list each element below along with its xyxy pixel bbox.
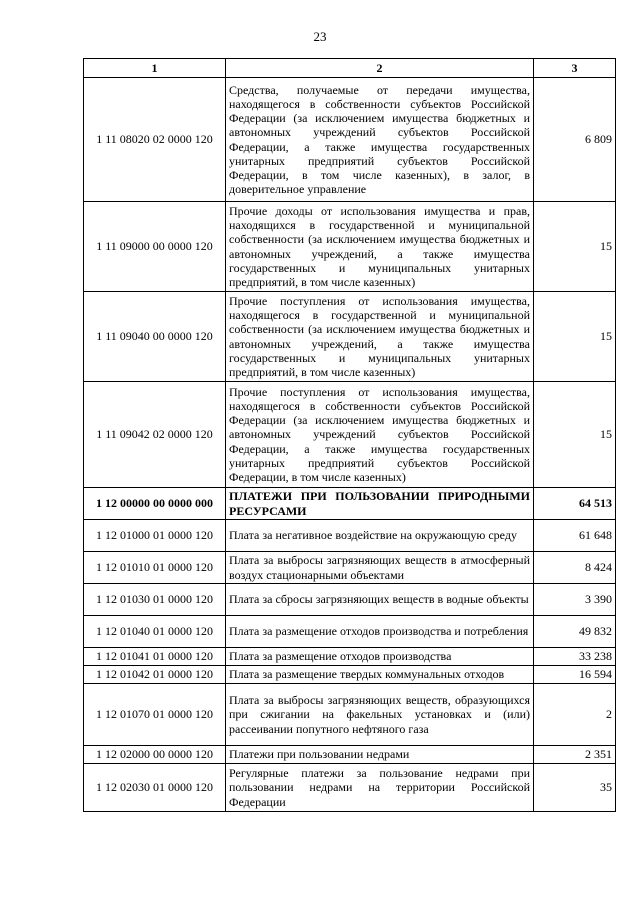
row-code: 1 11 08020 02 0000 120 — [84, 78, 226, 202]
row-amount: 2 351 — [534, 746, 616, 764]
table-row — [84, 202, 616, 292]
table-row — [84, 648, 616, 666]
table-body — [84, 78, 616, 812]
row-name: Плата за выбросы загрязняющих веществ в атмосферный воздух стационарными объектами — [226, 552, 534, 584]
page-number: 23 — [313, 29, 327, 44]
row-name: Средства, получаемые от передачи имущества, находящегося в собственности субъектов Российской Федерации (за исключением имущества бюджетных и автономных учреждений субъектов Российской Федерации, а также имущества государственных унитарных предприятий субъектов Российской Федерации, в том числе казенных), в залог, в доверительное управление — [226, 78, 534, 202]
table-row — [84, 520, 616, 552]
revenue-table — [83, 58, 616, 812]
row-amount: 33 238 — [534, 648, 616, 666]
table-row — [84, 552, 616, 584]
table-row — [84, 764, 616, 812]
row-amount: 15 — [534, 202, 616, 292]
row-amount: 64 513 — [534, 488, 616, 520]
column-header-name: 2 — [226, 59, 534, 78]
column-header-code: 1 — [84, 59, 226, 78]
row-name: Регулярные платежи за пользование недрами при пользовании недрами на территории Российской Федерации — [226, 764, 534, 812]
table-header-row — [84, 59, 616, 78]
row-code: 1 12 01041 01 0000 120 — [84, 648, 226, 666]
row-code: 1 12 01010 01 0000 120 — [84, 552, 226, 584]
table-row — [84, 666, 616, 684]
row-name: Плата за размещение отходов производства и потребления — [226, 616, 534, 648]
row-name: Прочие поступления от использования имущества, находящегося в собственности субъектов Российской Федерации (за исключением имущества бюджетных и автономных учреждений субъектов Российской Федерации, а также имущества государственных унитарных предприятий субъектов Российской Федерации, в том числе казенных) — [226, 382, 534, 488]
row-name: Плата за размещение твердых коммунальных отходов — [226, 666, 534, 684]
row-amount: 49 832 — [534, 616, 616, 648]
row-name: Плата за выбросы загрязняющих веществ, образующихся при сжигании на факельных установках и (или) рассеивании попутного нефтяного газа — [226, 684, 534, 746]
row-code: 1 12 01042 01 0000 120 — [84, 666, 226, 684]
row-code: 1 12 00000 00 0000 000 — [84, 488, 226, 520]
row-code: 1 12 02000 00 0000 120 — [84, 746, 226, 764]
row-code: 1 12 01030 01 0000 120 — [84, 584, 226, 616]
row-name: ПЛАТЕЖИ ПРИ ПОЛЬЗОВАНИИ ПРИРОДНЫМИ РЕСУРСАМИ — [226, 488, 534, 520]
row-amount: 2 — [534, 684, 616, 746]
table-row — [84, 78, 616, 202]
row-name: Платежи при пользовании недрами — [226, 746, 534, 764]
row-code: 1 12 01070 01 0000 120 — [84, 684, 226, 746]
row-amount: 35 — [534, 764, 616, 812]
row-name: Плата за сбросы загрязняющих веществ в водные объекты — [226, 584, 534, 616]
row-amount: 6 809 — [534, 78, 616, 202]
row-name: Плата за размещение отходов производства — [226, 648, 534, 666]
row-amount: 15 — [534, 292, 616, 382]
row-code: 1 12 02030 01 0000 120 — [84, 764, 226, 812]
row-code: 1 12 01000 01 0000 120 — [84, 520, 226, 552]
row-name: Плата за негативное воздействие на окружающую среду — [226, 520, 534, 552]
row-code: 1 11 09040 00 0000 120 — [84, 292, 226, 382]
row-code: 1 12 01040 01 0000 120 — [84, 616, 226, 648]
row-amount: 3 390 — [534, 584, 616, 616]
row-amount: 15 — [534, 382, 616, 488]
table-row — [84, 488, 616, 520]
table-row — [84, 684, 616, 746]
row-name: Прочие поступления от использования имущества, находящегося в государственной и муниципальной собственности (за исключением имущества бюджетных и автономных учреждений, а также имущества государственных и муниципальных унитарных предприятий, в том числе казенных) — [226, 292, 534, 382]
table-row — [84, 584, 616, 616]
row-code: 1 11 09042 02 0000 120 — [84, 382, 226, 488]
table-row — [84, 746, 616, 764]
table-row — [84, 616, 616, 648]
table-row — [84, 292, 616, 382]
row-amount: 61 648 — [534, 520, 616, 552]
row-amount: 8 424 — [534, 552, 616, 584]
column-header-amount: 3 — [534, 59, 616, 78]
table-row — [84, 382, 616, 488]
row-code: 1 11 09000 00 0000 120 — [84, 202, 226, 292]
row-name: Прочие доходы от использования имущества и прав, находящихся в государственной и муниципальной собственности (за исключением имущества бюджетных и автономных учреждений, а также имущества государственных и муниципальных унитарных предприятий, в том числе казенных) — [226, 202, 534, 292]
row-amount: 16 594 — [534, 666, 616, 684]
